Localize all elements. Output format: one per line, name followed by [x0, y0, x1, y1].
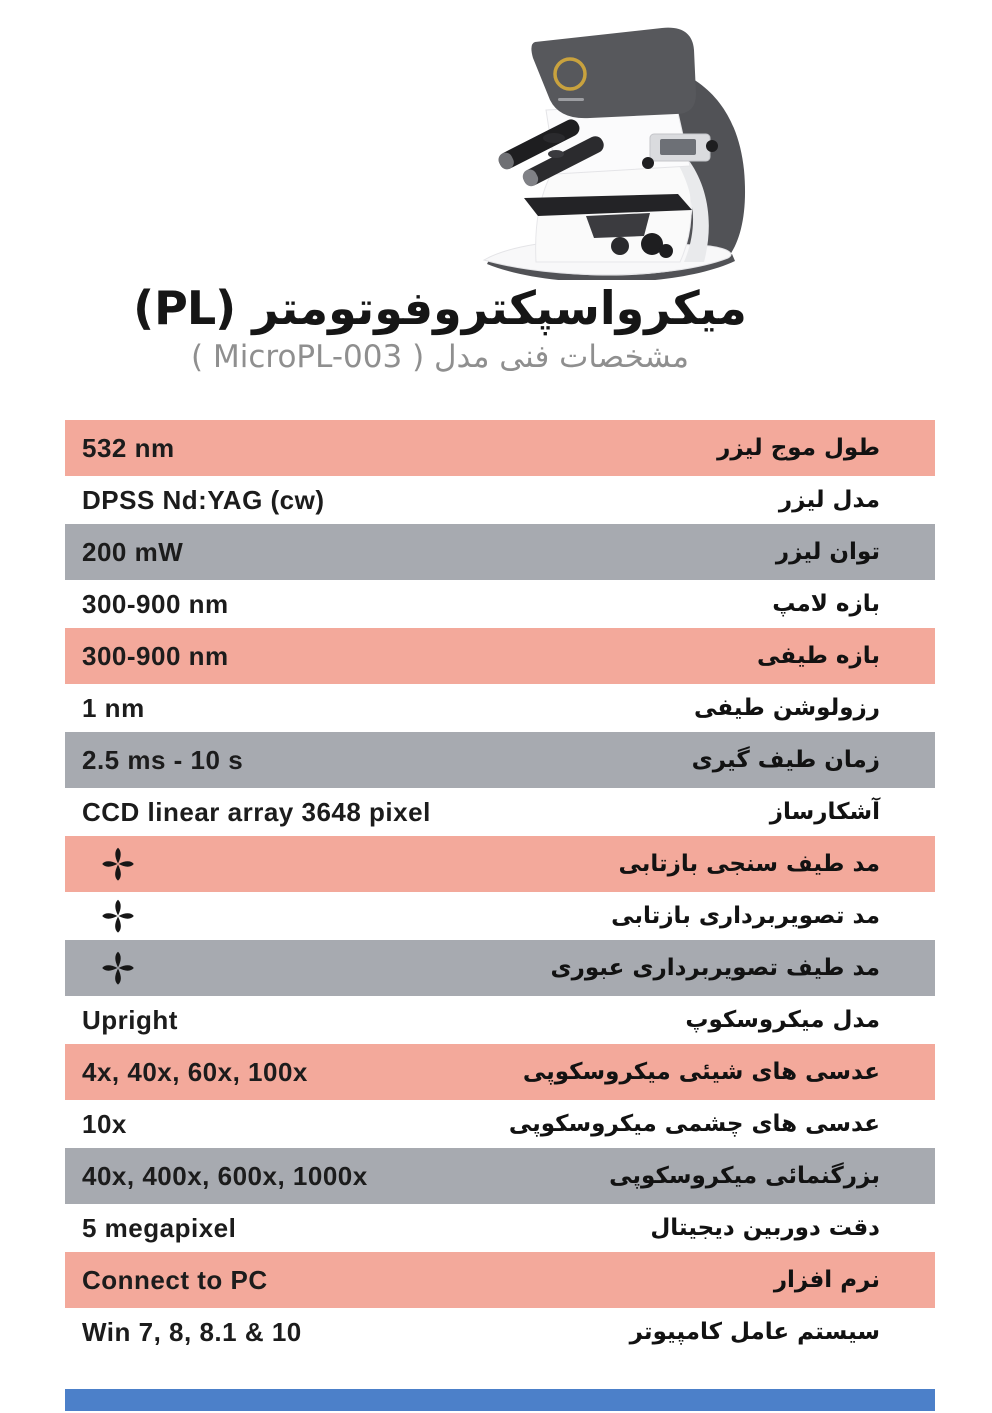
page-title: میکرواسپکتروفوتومتر (PL) [133, 281, 747, 335]
spec-label: مد طیف تصویربرداری عبوری [550, 955, 880, 981]
spec-value-icon-cell [65, 898, 135, 934]
spec-label: بازه طیفی [757, 643, 880, 669]
spec-value: 200 mW [82, 536, 184, 567]
spec-value: DPSS Nd:YAG (cw) [82, 484, 325, 515]
spec-row [65, 732, 935, 788]
spec-row [65, 1044, 935, 1100]
spec-label: عدسی های چشمی میکروسکوپی [508, 1111, 880, 1137]
spec-row [65, 628, 935, 684]
spec-label: آشکارساز [769, 799, 880, 825]
spec-label: بزرگنمائی میکروسکوپی [609, 1163, 880, 1189]
spec-row [65, 1310, 935, 1354]
spec-value: 10x [82, 1108, 127, 1139]
spec-row [65, 420, 935, 476]
spec-row [65, 790, 935, 834]
four-petal-asterisk-icon [101, 950, 135, 986]
spec-value: CCD linear array 3648 pixel [82, 796, 431, 827]
spec-row [65, 1206, 935, 1250]
spec-row [65, 582, 935, 626]
spec-value-icon-cell [65, 950, 135, 986]
spec-label: دقت دوربین دیجیتال [650, 1215, 880, 1241]
four-petal-asterisk-icon [101, 846, 135, 882]
spec-row [65, 686, 935, 730]
spec-row [65, 894, 935, 938]
title-block [0, 282, 880, 375]
spec-row [65, 998, 935, 1042]
spec-value: 2.5 ms - 10 s [82, 744, 244, 775]
upright-microscope-illustration [438, 8, 770, 280]
spec-label: طول موج لیزر [717, 435, 880, 461]
spec-value: Upright [82, 1004, 178, 1035]
spec-label: بازه لامپ [772, 591, 880, 617]
spec-label: توان لیزر [775, 539, 880, 565]
spec-row [65, 478, 935, 522]
spec-row [65, 1148, 935, 1204]
spec-value-icon-cell [65, 846, 135, 882]
spec-label: مد طیف سنجی بازتابی [618, 851, 880, 877]
spec-table [65, 420, 935, 1354]
spec-row [65, 940, 935, 996]
spec-label: مدل لیزر [778, 487, 880, 513]
spec-label: زمان طیف گیری [691, 747, 880, 773]
spec-value: 532 nm [82, 432, 175, 463]
spec-value: 300-900 nm [82, 640, 229, 671]
spec-value: 5 megapixel [82, 1212, 237, 1243]
spec-label: سیستم عامل کامپیوتر [629, 1319, 880, 1345]
page-subtitle: مشخصات فنی مدل ( MicroPL-003 ) [191, 338, 689, 375]
spec-value: 40x, 400x, 600x, 1000x [82, 1160, 368, 1191]
spec-value: 4x, 40x, 60x, 100x [82, 1056, 308, 1087]
footer-bar [65, 1389, 935, 1411]
spec-value: Win 7, 8, 8.1 & 10 [82, 1316, 302, 1347]
four-petal-asterisk-icon [101, 898, 135, 934]
spec-label: رزولوشن طیفی [693, 695, 880, 721]
spec-value: 300-900 nm [82, 588, 229, 619]
spec-row [65, 836, 935, 892]
spec-row [65, 524, 935, 580]
spec-label: عدسی های شیئی میکروسکوپی [522, 1059, 880, 1085]
spec-value: Connect to PC [82, 1264, 268, 1295]
spec-label: مدل میکروسکوپ [685, 1007, 880, 1033]
spec-row [65, 1102, 935, 1146]
spec-label: مد تصویربرداری بازتابی [611, 903, 880, 929]
spec-label: نرم افزار [773, 1267, 880, 1293]
microscope-image [438, 8, 770, 280]
spec-value: 1 nm [82, 692, 145, 723]
spec-row [65, 1252, 935, 1308]
